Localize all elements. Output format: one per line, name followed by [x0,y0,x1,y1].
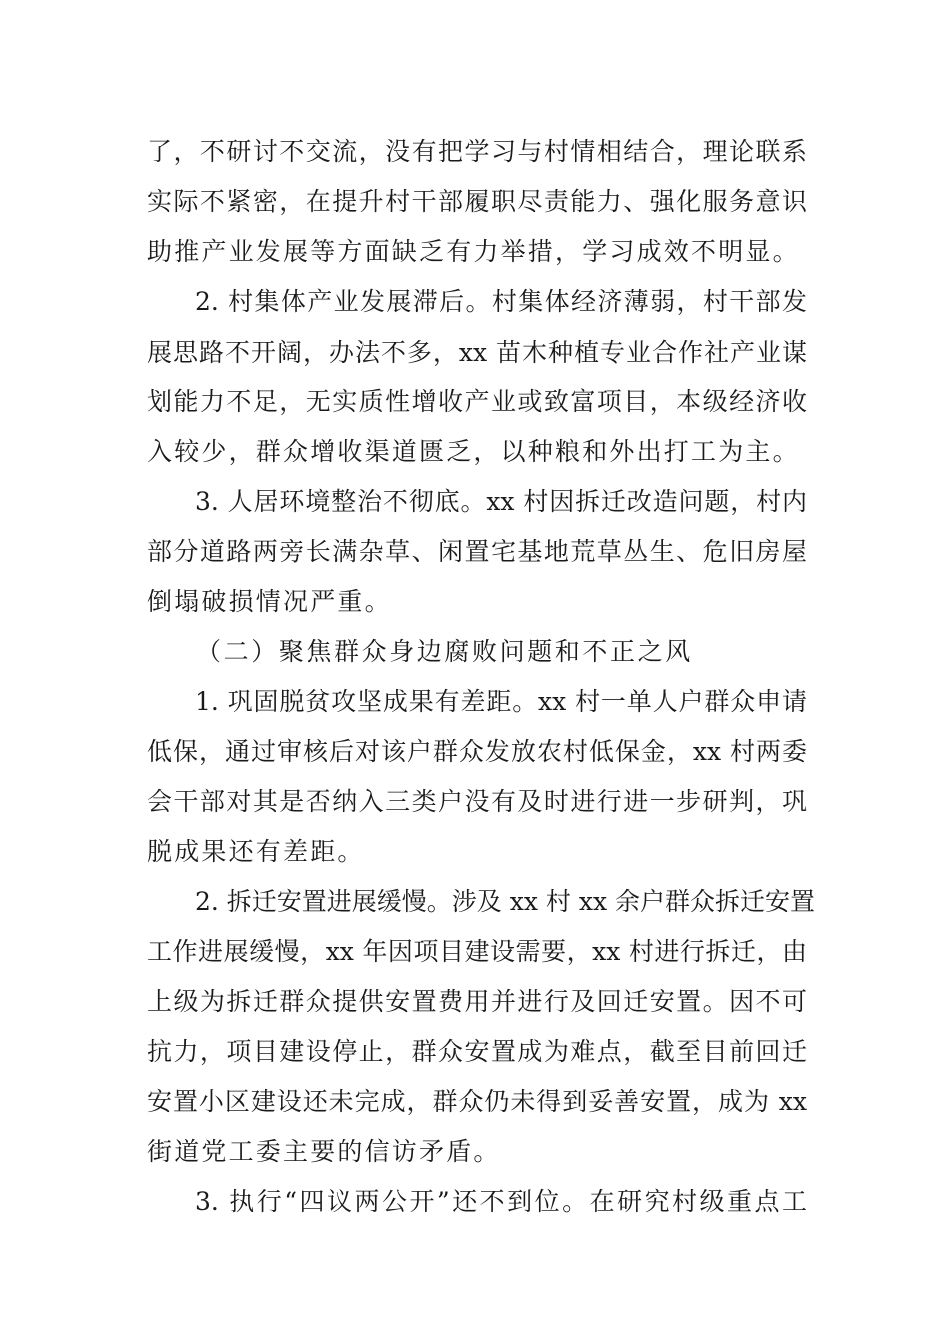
text-line: 部分道路两旁长满杂草、闲置宅基地荒草丛生、危旧房屋 [147,537,807,566]
section-heading: （二）聚焦群众身边腐败问题和不正之风 [196,637,693,666]
text-line: 上级为拆迁群众提供安置费用并进行及回迁安置。因不可 [147,987,807,1016]
text-line: 入较少，群众增收渠道匮乏，以种粮和外出打工为主。 [147,437,800,466]
text-line: 抗力，项目建设停止，群众安置成为难点，截至目前回迁 [147,1037,807,1066]
text-line: 会干部对其是否纳入三类户没有及时进行进一步研判，巩 [147,787,807,816]
text-line: 划能力不足，无实质性增收产业或致富项目，本级经济收 [147,387,807,416]
text-line: 助推产业发展等方面缺乏有力举措，学习成效不明显。 [147,237,800,266]
text-line: 倒塌破损情况严重。 [147,587,392,616]
text-line: 1. 巩固脱贫攻坚成果有差距。xx 村一单人户群众申请 [195,687,807,716]
text-line: 低保，通过审核后对该户群众发放农村低保金，xx 村两委 [147,737,807,766]
text-line: 街道党工委主要的信访矛盾。 [147,1137,501,1166]
text-line: 3. 执行“四议两公开”还不到位。在研究村级重点工 [195,1187,807,1216]
text-line: 了，不研讨不交流，没有把学习与村情相结合，理论联系 [147,137,807,166]
text-line: 展思路不开阔，办法不多，xx 苗木种植专业合作社产业谋 [147,338,807,367]
text-line: 2. 村集体产业发展滞后。村集体经济薄弱，村干部发 [195,287,807,316]
text-line: 安置小区建设还未完成，群众仍未得到妥善安置，成为 xx [147,1087,807,1116]
text-line: 工作进展缓慢，xx 年因项目建设需要，xx 村进行拆迁，由 [147,937,807,966]
text-line: 脱成果还有差距。 [147,837,365,866]
text-line: 3. 人居环境整治不彻底。xx 村因拆迁改造问题，村内 [195,487,807,516]
text-line: 实际不紧密，在提升村干部履职尽责能力、强化服务意识 [147,187,807,216]
text-line: 2. 拆迁安置进展缓慢。涉及 xx 村 xx 余户群众拆迁安置 [195,887,815,916]
